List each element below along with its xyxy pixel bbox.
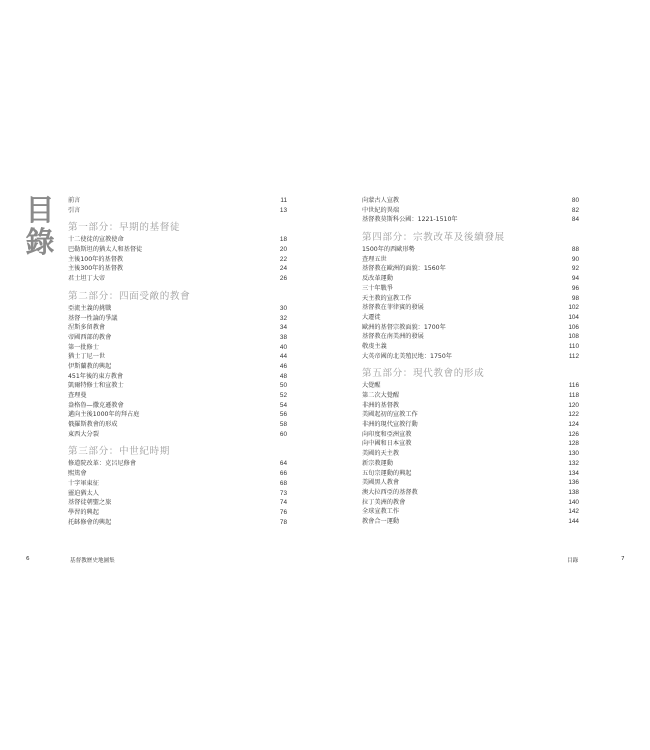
toc-entry-page: 58	[279, 421, 287, 429]
toc-entry-page: 124	[568, 421, 579, 429]
toc-entry-label: 學習的興起	[68, 508, 99, 516]
toc-entry-label: 托缽修會的興起	[68, 518, 112, 526]
toc-entry-page: 46	[279, 362, 287, 370]
toc-entry-label: 引言	[68, 206, 81, 214]
toc-entry-label: 三十年戰爭	[362, 284, 393, 292]
section-heading: 第二部分：四面受敵的教會	[68, 290, 191, 302]
toc-entry-label: 大覺醒	[362, 382, 381, 390]
contents-title	[22, 194, 58, 258]
toc-entry-label: 敬虔主義	[362, 342, 387, 350]
toc-entry-label: 伊斯蘭教的興起	[68, 362, 112, 370]
toc-entry	[362, 498, 579, 508]
toc-entry-label: 拉丁美洲的教會	[362, 498, 406, 506]
toc-entry-label: 靈迫猶太人	[68, 489, 99, 497]
toc-entry	[68, 362, 287, 372]
toc-entry	[362, 517, 579, 527]
toc-entry	[362, 196, 579, 206]
toc-entry-label: 熙篤會	[68, 470, 87, 478]
toc-entry-label: 邁向主後1000年的拜占庭	[68, 411, 140, 419]
toc-entry	[362, 391, 579, 401]
toc-entry-page: 80	[571, 197, 579, 204]
toc-entry	[68, 401, 287, 411]
toc-entry	[68, 459, 287, 469]
section-heading: 第四部分：宗教改革及後續發展	[362, 232, 505, 244]
toc-entry	[362, 507, 579, 517]
toc-entry-page: 128	[568, 440, 579, 448]
toc-entry-page: 38	[279, 333, 287, 341]
toc-entry	[362, 381, 579, 391]
toc-entry	[362, 313, 579, 323]
title-char: 錄	[25, 225, 55, 259]
toc-entry	[68, 498, 287, 508]
toc-entry	[362, 459, 579, 469]
toc-entry	[68, 196, 287, 206]
toc-entry-page: 82	[571, 206, 579, 214]
toc-entry	[362, 332, 579, 342]
toc-entry-label: 向中國和日本宣教	[362, 440, 412, 448]
toc-entry-label: 澳大拉西亞的基督教	[362, 488, 418, 496]
toc-entry	[68, 333, 287, 343]
toc-entry	[362, 274, 579, 284]
toc-entry-page: 112	[568, 352, 579, 360]
toc-entry-label: 基督教莫斯科公國：1221-1510年	[362, 216, 458, 224]
toc-entry-page: 140	[568, 498, 579, 506]
toc-entry-page: 68	[279, 479, 287, 487]
toc-entry	[362, 439, 579, 449]
toc-entry-page: 32	[279, 314, 287, 322]
title-char: 目	[25, 193, 55, 227]
toc-entry	[362, 430, 579, 440]
toc-entry-page: 130	[568, 450, 579, 458]
toc-entry-label: 基督教在菲律賓的發展	[362, 304, 424, 312]
toc-entry-label: 五旬宗運動的興起	[362, 469, 412, 477]
toc-entry-page: 136	[568, 479, 579, 487]
toc-entry	[68, 274, 287, 284]
toc-entry	[362, 410, 579, 420]
toc-entry-label: 反改革運動	[362, 275, 393, 283]
toc-entry	[68, 479, 287, 489]
toc-entry-label: 歐洲的基督宗教面貌：1700年	[362, 323, 446, 331]
section-heading: 第一部分：早期的基督徒	[68, 222, 181, 234]
toc-entry	[68, 323, 287, 333]
toc-entry-label: 1500年的西歐形勢	[362, 246, 415, 254]
toc-entry-label: 查理五世	[362, 255, 387, 263]
toc-entry	[68, 352, 287, 362]
toc-entry-page: 74	[279, 499, 287, 507]
toc-entry-page: 54	[279, 401, 287, 409]
left-page-number: 6	[26, 556, 30, 562]
toc-entry-page: 40	[279, 343, 287, 351]
toc-entry	[68, 255, 287, 265]
toc-right-column	[362, 196, 579, 527]
toc-entry-page: 116	[568, 382, 579, 390]
toc-entry-page: 52	[279, 392, 287, 399]
toc-entry	[362, 245, 579, 255]
right-page-number: 7	[621, 556, 625, 562]
toc-entry	[362, 264, 579, 274]
toc-entry	[362, 215, 579, 225]
toc-entry-page: 110	[568, 342, 579, 350]
toc-entry-label: 前言	[68, 197, 81, 204]
toc-entry	[68, 245, 287, 255]
toc-entry	[68, 381, 287, 391]
toc-entry-label: 巴勒斯坦的猶太人和基督徒	[68, 246, 143, 254]
toc-entry-label: 新宗教運動	[362, 459, 393, 467]
toc-entry-label: 全球宣教工作	[362, 508, 400, 516]
toc-entry-label: 中世紀的異端	[362, 206, 400, 214]
toc-entry-page: 96	[571, 284, 579, 292]
toc-entry-page: 20	[279, 246, 287, 254]
toc-entry	[68, 264, 287, 274]
toc-entry-page: 144	[568, 517, 579, 525]
toc-entry-page: 118	[568, 392, 579, 399]
toc-entry-label: 基督一性論的爭議	[68, 314, 118, 322]
toc-entry-label: 非洲的現代宣教行動	[362, 421, 418, 429]
toc-entry-label: 主後100年的基督教	[68, 255, 124, 263]
toc-entry	[362, 323, 579, 333]
toc-entry-label: 美國黑人教會	[362, 479, 400, 487]
toc-entry-page: 142	[568, 508, 579, 516]
toc-entry	[362, 488, 579, 498]
toc-entry-page: 84	[571, 216, 579, 224]
toc-entry	[362, 294, 579, 304]
toc-entry	[68, 430, 287, 440]
toc-entry-page: 134	[568, 469, 579, 477]
running-head: 目錄	[567, 558, 579, 564]
toc-entry-page: 26	[279, 275, 287, 283]
toc-entry-label: 主後300年的基督教	[68, 265, 124, 273]
toc-entry-page: 88	[571, 246, 579, 254]
toc-entry	[68, 410, 287, 420]
toc-entry-page: 66	[279, 470, 287, 478]
toc-entry-label: 十字軍東征	[68, 479, 99, 487]
toc-entry-label: 修道院改革：克呂尼修會	[68, 460, 137, 468]
toc-entry-page: 126	[568, 430, 579, 438]
toc-entry-page: 30	[279, 304, 287, 312]
toc-entry	[68, 304, 287, 314]
toc-entry-page: 18	[279, 236, 287, 244]
toc-entry-page: 11	[280, 197, 287, 204]
toc-entry-label: 第一批修士	[68, 343, 99, 351]
section-heading: 第三部分：中世紀時期	[68, 446, 170, 458]
toc-entry-page: 64	[279, 460, 287, 468]
toc-entry-page: 48	[279, 372, 287, 380]
toc-entry-label: 向印度和亞洲宣教	[362, 430, 412, 438]
toc-entry-label: 十二使徒的宣教使命	[68, 236, 124, 244]
toc-entry-page: 78	[279, 518, 287, 526]
toc-entry-page: 22	[279, 255, 287, 263]
toc-entry-page: 34	[279, 324, 287, 332]
toc-entry	[362, 284, 579, 294]
toc-entry	[362, 469, 579, 479]
toc-left-column	[68, 196, 287, 527]
toc-entry-page: 94	[571, 275, 579, 283]
toc-entry-label: 基督教在歐洲的面貌：1560年	[362, 265, 446, 273]
toc-entry-label: 451年後的東方教會	[68, 372, 124, 380]
toc-entry-label: 亞流主義的挑戰	[68, 304, 112, 312]
toc-entry-page: 56	[279, 411, 287, 419]
toc-entry-label: 美國的天主教	[362, 450, 400, 458]
toc-entry-page: 76	[279, 508, 287, 516]
section-heading: 第五部分：現代教會的形成	[362, 368, 485, 380]
toc-entry-page: 138	[568, 488, 579, 496]
book-title-footer: 基督教歷史地圖集	[70, 558, 115, 564]
toc-entry-label: 天主教的宣教工作	[362, 294, 412, 302]
toc-entry	[68, 508, 287, 518]
toc-entry-label: 基督教在南美洲的發展	[362, 333, 424, 341]
toc-entry	[362, 352, 579, 362]
toc-entry-label: 涅斯多留教會	[68, 324, 106, 332]
toc-entry-label: 美國起初的宣教工作	[362, 411, 418, 419]
toc-entry-page: 122	[568, 411, 579, 419]
toc-entry-page: 120	[568, 401, 579, 409]
toc-entry-page: 73	[279, 489, 287, 497]
toc-entry-page: 92	[571, 265, 579, 273]
toc-entry-page: 90	[571, 255, 579, 263]
toc-entry-label: 俄羅斯教會的形成	[68, 421, 118, 429]
toc-entry-label: 教會合一運動	[362, 517, 400, 525]
toc-entry-label: 第二次大覺醒	[362, 392, 400, 399]
toc-entry-page: 50	[279, 382, 287, 390]
toc-entry	[362, 420, 579, 430]
toc-entry-label: 帝國西部的教會	[68, 333, 112, 341]
toc-entry-page: 102	[568, 304, 579, 312]
toc-entry-label: 君士坦丁大帝	[68, 275, 106, 283]
toc-entry	[68, 343, 287, 353]
toc-entry	[68, 489, 287, 499]
toc-entry-label: 凱爾特修士和宣教士	[68, 382, 124, 390]
toc-entry-page: 98	[571, 294, 579, 302]
toc-entry-label: 大英帝國的北美殖民地：1750年	[362, 352, 452, 360]
toc-entry-label: 東西大分裂	[68, 430, 99, 438]
toc-entry	[362, 449, 579, 459]
toc-entry	[362, 401, 579, 411]
toc-entry-label: 盎格魯—撒克遜教會	[68, 401, 124, 409]
toc-entry-label: 大遷徙	[362, 313, 381, 321]
toc-entry-page: 44	[279, 353, 287, 361]
toc-entry-page: 106	[568, 323, 579, 331]
toc-entry-page: 60	[279, 430, 287, 438]
toc-entry-label: 基督徒朝聖之旅	[68, 499, 112, 507]
toc-entry-page: 13	[279, 206, 287, 214]
toc-entry	[68, 206, 287, 216]
toc-entry	[68, 391, 287, 401]
toc-entry-page: 132	[568, 459, 579, 467]
toc-entry-page: 104	[568, 313, 579, 321]
toc-entry	[68, 518, 287, 528]
toc-entry	[68, 314, 287, 324]
toc-entry-label: 向蒙古人宣教	[362, 197, 400, 204]
toc-entry	[362, 206, 579, 216]
toc-entry-label: 非洲的基督教	[362, 401, 400, 409]
toc-entry	[362, 478, 579, 488]
toc-entry	[68, 235, 287, 245]
toc-entry-label: 猶士丁尼一世	[68, 353, 106, 361]
toc-entry	[362, 255, 579, 265]
toc-entry	[68, 469, 287, 479]
toc-entry	[68, 372, 287, 382]
toc-entry-label: 查理曼	[68, 392, 87, 399]
toc-entry	[362, 342, 579, 352]
toc-entry-page: 24	[279, 265, 287, 273]
toc-entry-page: 108	[568, 333, 579, 341]
toc-entry	[68, 420, 287, 430]
toc-entry	[362, 303, 579, 313]
